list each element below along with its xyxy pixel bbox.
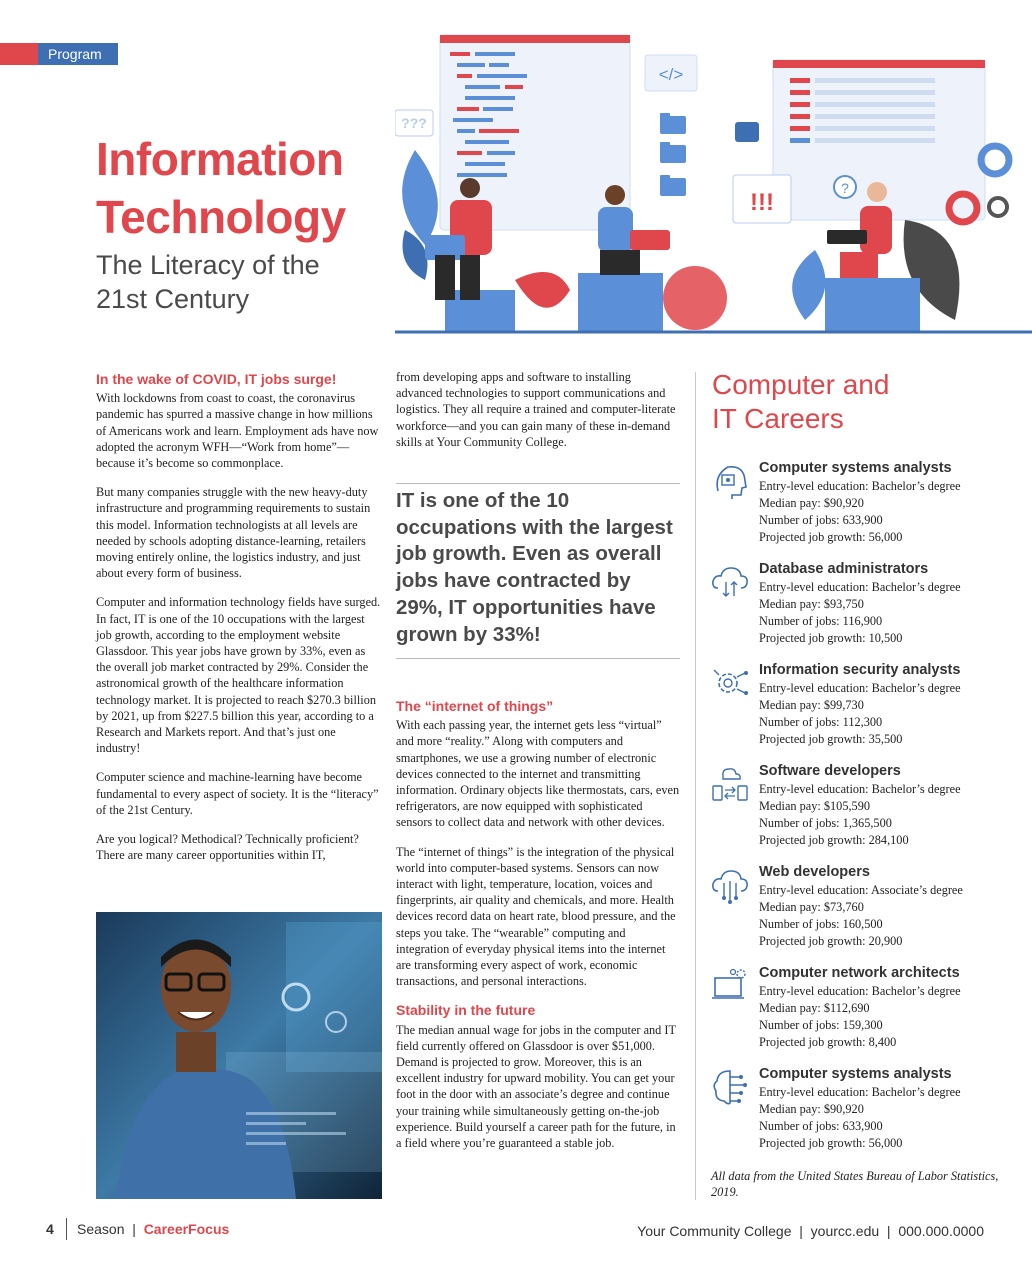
subtitle-line-2: 21st Century — [96, 284, 250, 314]
career-item — [710, 762, 1010, 862]
pull-quote — [396, 483, 680, 659]
section-heading-stability: Stability in the future — [396, 1002, 536, 1019]
career-name: Web developers — [759, 864, 870, 880]
footer-separator: | — [132, 1221, 136, 1237]
code-symbol: </> — [658, 65, 684, 84]
article-column-2 — [396, 369, 680, 463]
career-education: Entry-level education: Bachelor’s degree — [759, 1085, 961, 1099]
gear-network-icon — [710, 663, 750, 703]
head-circuit-icon — [710, 461, 750, 501]
career-jobs: Number of jobs: 633,900 — [759, 1119, 883, 1133]
career-item — [710, 1065, 1010, 1165]
paragraph: Computer and information technology fields have surged. In fact, IT is one of the 10 occupations with the largest job growth, according to the employment website Glassdoor. This year jobs have grown by 33%, even as the overall job market contracted by 29%. Consider the astronomical growth of the healthcare information technology market. It is projected to reach $270.3 billion by 2021, up from $227.5 billion this year, according to a Research and Markets report. And that’s just one industry! — [96, 595, 381, 756]
laptop-gear-icon — [710, 966, 750, 1006]
sidebar-divider — [695, 372, 696, 1200]
career-jobs: Number of jobs: 159,300 — [759, 1018, 883, 1032]
question-label: ? — [841, 180, 849, 196]
career-education: Entry-level education: Bachelor’s degree — [759, 782, 961, 796]
career-name: Information security analysts — [759, 662, 961, 678]
title-line-2: Technology — [96, 191, 346, 243]
career-jobs: Number of jobs: 160,500 — [759, 917, 883, 931]
career-pay: Median pay: $90,920 — [759, 496, 864, 510]
page-subtitle — [96, 248, 320, 316]
career-growth: Projected job growth: 56,000 — [759, 530, 903, 544]
person-woman-center — [598, 185, 670, 275]
career-jobs: Number of jobs: 1,365,500 — [759, 816, 892, 830]
paragraph: Are you logical? Methodical? Technically proficient? There are many career opportunities within IT, — [96, 832, 359, 863]
career-pay: Median pay: $105,590 — [759, 799, 870, 813]
sidebar-title-line-2: IT Careers — [712, 403, 844, 434]
career-growth: Projected job growth: 10,500 — [759, 631, 903, 645]
folder-icons — [660, 113, 686, 196]
hero-illustration — [395, 30, 1032, 335]
sidebar-title-line-1: Computer and — [712, 369, 890, 400]
career-jobs: Number of jobs: 633,900 — [759, 513, 883, 527]
career-pay: Median pay: $112,690 — [759, 1001, 870, 1015]
section-tag: Program — [38, 43, 118, 65]
career-pay: Median pay: $73,760 — [759, 900, 864, 914]
career-name: Computer systems analysts — [759, 460, 952, 476]
career-item — [710, 863, 1010, 963]
career-item — [710, 560, 1010, 660]
section-heading-covid: In the wake of COVID, IT jobs surge! — [96, 371, 337, 387]
footer-publication — [77, 1221, 229, 1237]
career-education: Entry-level education: Bachelor’s degree — [759, 984, 961, 998]
paragraph: from developing apps and software to installing advanced technologies to support communications and logistics. They all require a trained and computer-literate workforce—and you can gain many of these in-demand skills at Your Community College. — [396, 370, 676, 449]
alert-label: !!! — [750, 189, 774, 216]
page-title — [96, 130, 346, 246]
title-line-1: Information — [96, 133, 344, 185]
pull-quote-text: IT is one of the 10 occupations with the largest job growth. Even as overall jobs have contracted by 29%, IT opportunities have grown by 33%! — [396, 489, 673, 646]
career-item — [710, 964, 1010, 1064]
career-growth: Projected job growth: 20,900 — [759, 934, 903, 948]
section-heading-iot: The “internet of things” — [396, 698, 554, 714]
paragraph: With each passing year, the internet gets less “virtual” and more “reality.” Along with computers and smartphones, we use a growing number of electronic devices connected to the internet and transmitting information. Ordinary objects like thermostats, cars, even refrigerators, are now equipped with sophisticated sensors to collect data and network with other devices. — [396, 718, 680, 830]
career-jobs: Number of jobs: 116,900 — [759, 614, 883, 628]
career-name: Computer network architects — [759, 965, 960, 981]
paragraph: With lockdowns from coast to coast, the coronavirus pandemic has spurred a massive change in how millions of Americans work and learn. Employment ads have now adopted the acronym WFH—“Work from home”—because it’s become so commonplace. — [96, 391, 379, 471]
paragraph: The median annual wage for jobs in the computer and IT field currently offered on Glassdoor is over $51,000. Demand is projected to grow. Moreover, this is an excellent industry for upward mobility. You can get your foot in the door with an associate’s degree and continue your training while simultaneously getting on-the-job experience. Build yourself a career path for the future, in a field where you’re guaranteed a stable job. — [396, 1022, 676, 1151]
footer-brand: CareerFocus — [143, 1221, 230, 1237]
career-item — [710, 661, 1010, 761]
source-note: All data from the United States Bureau of Labor Statistics, 2019. — [711, 1169, 999, 1199]
article-column-1 — [96, 371, 382, 876]
footer-season: Season — [77, 1221, 125, 1237]
paragraph: But many companies struggle with the new heavy-duty infrastructure and programming requirements to sustain this model. Information technologists at all levels are needed by schools adopting distance-learning, retailers moving entirely online, the logistics industry, and just about every form of business. — [96, 485, 371, 581]
career-growth: Projected job growth: 35,500 — [759, 732, 903, 746]
subtitle-line-1: The Literacy of the — [96, 250, 320, 280]
page-number: 4 — [46, 1221, 54, 1237]
career-growth: Projected job growth: 284,100 — [759, 833, 909, 847]
career-name: Computer systems analysts — [759, 1066, 952, 1082]
cloud-network-icon — [710, 865, 750, 905]
footer-divider — [66, 1218, 67, 1240]
career-education: Entry-level education: Bachelor’s degree — [759, 479, 961, 493]
cloud-sync-icon — [710, 562, 750, 602]
article-column-2-lower — [396, 698, 680, 1164]
career-pay: Median pay: $93,750 — [759, 597, 864, 611]
devices-cloud-icon — [710, 764, 750, 804]
career-name: Software developers — [759, 763, 901, 779]
career-education: Entry-level education: Bachelor’s degree — [759, 580, 961, 594]
footer-contact: Your Community College | yourcc.edu | 000.000.0000 — [637, 1223, 984, 1239]
career-education: Entry-level education: Bachelor’s degree — [759, 681, 961, 695]
career-pay: Median pay: $90,920 — [759, 1102, 864, 1116]
career-item — [710, 459, 1010, 559]
career-pay: Median pay: $99,730 — [759, 698, 864, 712]
paragraph: The “internet of things” is the integration of the physical world into computer-based systems. Sensors can now interact with light, temperature, location, voices and fingerprints, air quality and chemicals, and more. Health devices record data on heart rate, blood pressure, and the steps you take. The “wearable” computing and integration of everyday physical items into the internet are transforming every aspect of work, economic transactions, and personal interactions. — [396, 844, 676, 989]
sidebar-title — [712, 368, 889, 436]
brain-circuit-icon — [710, 1067, 750, 1107]
section-tag-accent — [0, 43, 38, 65]
career-growth: Projected job growth: 56,000 — [759, 1136, 903, 1150]
career-education: Entry-level education: Associate’s degree — [759, 883, 963, 897]
career-name: Database administrators — [759, 561, 929, 577]
career-growth: Projected job growth: 8,400 — [759, 1035, 897, 1049]
career-jobs: Number of jobs: 112,300 — [759, 715, 883, 729]
paragraph: Computer science and machine-learning have become fundamental to every aspect of society. It is the “literacy” of the 21st Century. — [96, 770, 379, 817]
question-marks-label: ??? — [401, 115, 427, 131]
photo-smiling-man — [96, 912, 382, 1199]
